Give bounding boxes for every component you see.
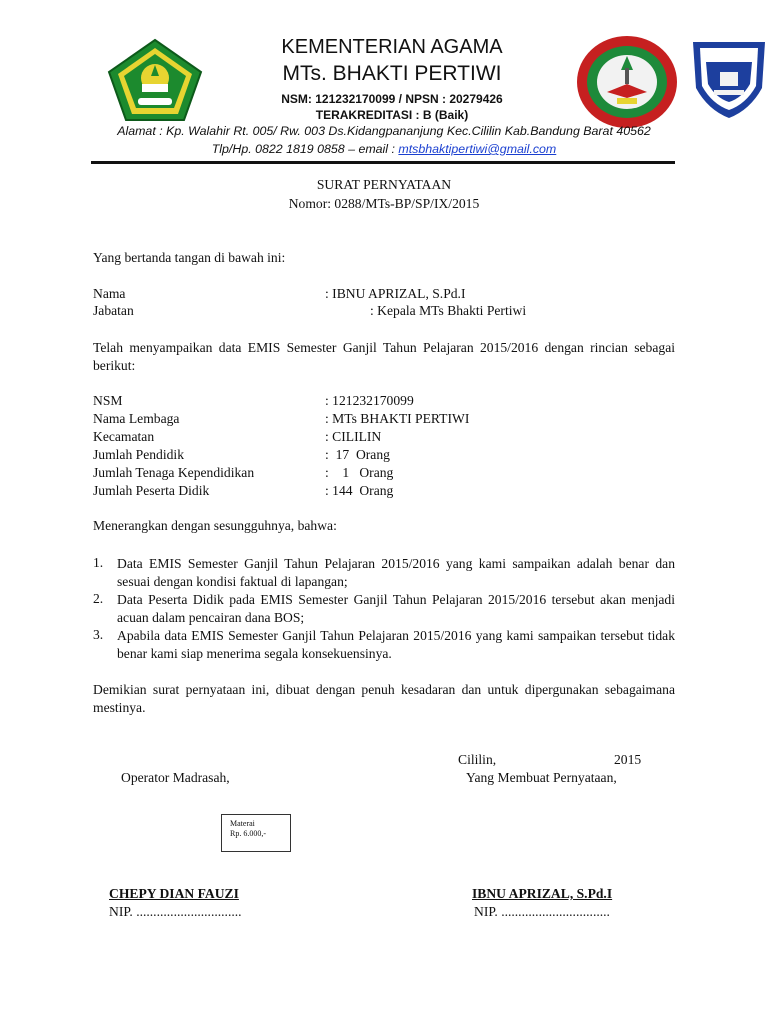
data-value-kecamatan: : CILILIN [325, 429, 382, 444]
accreditation: TERAKREDITASI : B (Baik) [315, 108, 469, 122]
point-3-number: 3. [93, 627, 104, 642]
data-label-nsm: NSM [93, 393, 123, 408]
kemenag-logo [106, 38, 204, 122]
stamp-label: Materai [230, 819, 255, 828]
signer-name-value: : IBNU APRIZAL, S.Pd.I [325, 286, 466, 301]
school-ids: NSM: 121232170099 / NPSN : 20279426 [281, 92, 503, 106]
contact-line [80, 142, 688, 156]
signer-position-label: Jabatan [93, 303, 134, 318]
data-label-kecamatan: Kecamatan [93, 429, 155, 444]
data-value-nsm: : 121232170099 [325, 393, 414, 408]
letter-number: Nomor: 0288/MTs-BP/SP/IX/2015 [288, 196, 480, 211]
address: Alamat : Kp. Walahir Rt. 005/ Rw. 003 Ds.Kidangpananjung Kec.Cililin Kab.Bandung Barat 40562 [117, 124, 651, 138]
shield-logo [690, 38, 768, 120]
school-name: MTs. BHAKTI PERTIWI [282, 62, 502, 85]
data-label-pendidik: Jumlah Pendidik [93, 447, 185, 462]
data-value-lembaga: : MTs BHAKTI PERTIWI [325, 411, 470, 426]
left-signer-name: CHEPY DIAN FAUZI [109, 886, 239, 901]
right-signer-name: IBNU APRIZAL, S.Pd.I [472, 886, 613, 901]
data-value-peserta: : 144 Orang [325, 483, 394, 498]
stamp-box [221, 814, 291, 852]
closing-text: Demikian surat pernyataan ini, dibuat dengan penuh kesadaran dan untuk dipergunakan sebagaimana mestinya. [93, 682, 675, 715]
signature-year: 2015 [614, 752, 642, 767]
ministry-name: KEMENTERIAN AGAMA [281, 36, 503, 58]
data-value-pendidik: : 17 Orang [325, 447, 390, 462]
left-nip: NIP. ............................... [109, 904, 242, 919]
intro-text: Yang bertanda tangan di bawah ini: [93, 250, 286, 265]
right-nip: NIP. ................................ [474, 904, 610, 919]
school-logo [575, 34, 679, 130]
point-2-number: 2. [93, 591, 104, 606]
signer-position-value: : Kepala MTs Bhakti Pertiwi [370, 303, 527, 318]
signer-name-label: Nama [93, 286, 126, 301]
point-2-text: Data Peserta Didik pada EMIS Semester Ganjil Tahun Pelajaran 2015/2016 tersebut akan menjadi acuan dalam pencairan dana BOS; [117, 592, 675, 625]
email-link[interactable]: mtsbhaktipertiwi@gmail.com [398, 142, 557, 156]
stamp-amount: Rp. 6.000,- [230, 829, 266, 838]
data-label-tenaga: Jumlah Tenaga Kependidikan [93, 465, 255, 480]
contact-text: Tlp/Hp. 0822 1819 0858 – email : [211, 142, 399, 156]
signature-place: Cililin, [458, 752, 497, 767]
data-label-peserta: Jumlah Peserta Didik [93, 483, 210, 498]
right-role: Yang Membuat Pernyataan, [466, 770, 617, 785]
statement-text: Telah menyampaikan data EMIS Semester Ganjil Tahun Pelajaran 2015/2016 dengan rincian sebagai berikut: [93, 340, 675, 373]
point-3-text: Apabila data EMIS Semester Ganjil Tahun Pelajaran 2015/2016 yang kami sampaikan tersebut tidak benar kami siap menerima segala konsekuensinya. [117, 628, 675, 661]
letter-title: SURAT PERNYATAAN [316, 177, 452, 192]
point-1-number: 1. [93, 555, 104, 570]
header-divider [91, 161, 675, 164]
data-label-lembaga: Nama Lembaga [93, 411, 180, 426]
data-value-tenaga: : 1 Orang [325, 465, 394, 480]
point-1-text: Data EMIS Semester Ganjil Tahun Pelajaran 2015/2016 yang kami sampaikan adalah benar dan sesuai dengan kondisi faktual di lapangan; [117, 556, 675, 589]
declare-text: Menerangkan dengan sesungguhnya, bahwa: [93, 518, 337, 533]
left-role: Operator Madrasah, [121, 770, 230, 785]
